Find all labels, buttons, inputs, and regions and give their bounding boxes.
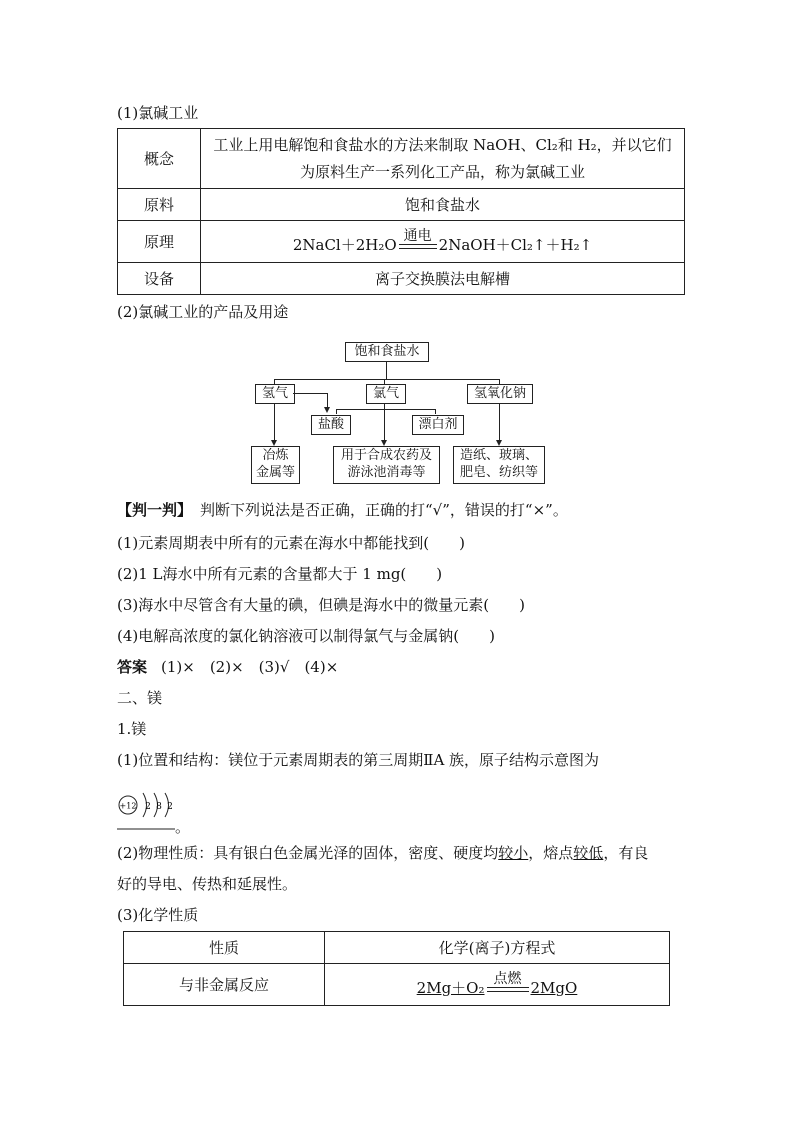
- answer-melting-point: 较低: [573, 844, 604, 862]
- use-line: 游泳池消毒等: [347, 465, 426, 480]
- table-row: [118, 189, 685, 221]
- equation-cell: [325, 964, 670, 1006]
- shell-2-electrons: 8: [156, 802, 162, 812]
- judge-instruction-line: [117, 500, 568, 520]
- condition-label: 点燃: [493, 971, 522, 987]
- mg-atom-structure-diagram: [117, 788, 179, 832]
- shell-3-electrons: 2: [167, 802, 173, 812]
- use-line: 冶炼: [262, 448, 289, 463]
- row-label: 设备: [118, 263, 201, 295]
- use-box-chlorine: [333, 446, 440, 484]
- judge-answer-line: [117, 657, 338, 677]
- physical-text: (2)物理性质：具有银白色金属光泽的固体，密度、硬度均: [117, 844, 499, 862]
- concept-line-1: 工业上用电解饱和食盐水的方法来制取 NaOH、Cl₂和 H₂，并以它们: [213, 135, 672, 154]
- position-structure-text: (1)位置和结构：镁位于元素周期表的第三周期ⅡA 族，原子结构示意图为: [117, 751, 600, 769]
- concept-line-2: 为原料生产一系列化工产品，称为氯碱工业: [299, 162, 585, 181]
- reaction-condition: [399, 228, 437, 255]
- physical-properties-line-2: 好的导电、传热和延展性。: [117, 875, 298, 893]
- equation-left: 2NaCl＋2H₂O: [292, 236, 397, 254]
- middle-box-bleach: 漂白剂: [412, 415, 464, 435]
- table-row: [118, 263, 685, 295]
- chemical-properties-table: [123, 931, 670, 1006]
- shell-1-electrons: 2: [145, 802, 151, 812]
- diagram-root-box: 饱和食盐水: [345, 342, 429, 362]
- reaction-condition: [487, 971, 529, 998]
- row-content: 离子交换膜法电解槽: [201, 263, 685, 295]
- answer-label: 答案: [117, 658, 148, 676]
- table-row: [118, 129, 685, 189]
- header-property: 性质: [124, 932, 325, 964]
- row-content: 饱和食盐水: [201, 189, 685, 221]
- product-box-naoh: 氢氧化钠: [467, 384, 533, 404]
- row-label: 概念: [118, 129, 201, 189]
- use-box-hydrogen: [251, 446, 300, 484]
- equation-right: 2NaOH＋Cl₂↑＋H₂↑: [438, 236, 593, 254]
- product-box-hydrogen: 氢气: [255, 384, 295, 404]
- use-line: 肥皂、纺织等: [459, 465, 538, 480]
- answer-density: 较小: [498, 844, 529, 862]
- use-line: 用于合成农药及: [340, 448, 432, 463]
- section-heading-products: (2)氯碱工业的产品及用途: [117, 303, 289, 321]
- header-equation: 化学(离子)方程式: [325, 932, 670, 964]
- physical-properties-line-1: [117, 843, 648, 863]
- table-header-row: [124, 932, 670, 964]
- double-bar: [399, 244, 437, 249]
- judge-item-2: (2)1 L海水中所有元素的含量都大于 1 mg( ): [117, 565, 443, 583]
- table-row: [124, 964, 670, 1006]
- condition-label: 通电: [403, 228, 432, 244]
- equation-right: 2MgO: [530, 979, 578, 997]
- row-label: 原料: [118, 189, 201, 221]
- judge-item-3: (3)海水中尽管含有大量的碘，但碘是海水中的微量元素( ): [117, 596, 525, 614]
- row-label: 原理: [118, 221, 201, 263]
- answer-text: (1)× (2)× (3)√ (4)×: [161, 658, 339, 676]
- equation-left: 2Mg＋O₂: [416, 979, 485, 997]
- row-content: [201, 221, 685, 263]
- section-title-magnesium: 二、镁: [117, 689, 163, 707]
- physical-text: ，有良: [603, 844, 649, 862]
- period-mark: 。: [175, 818, 191, 836]
- judge-item-1: (1)元素周期表中所有的元素在海水中都能找到( ): [117, 534, 465, 552]
- row-content: [201, 129, 685, 189]
- property-cell: 与非金属反应: [124, 964, 325, 1006]
- chemical-properties-heading: (3)化学性质: [117, 906, 199, 924]
- physical-text: ，熔点: [528, 844, 574, 862]
- double-bar: [487, 987, 529, 992]
- use-line: 金属等: [255, 465, 295, 480]
- subsection-title: 1.镁: [117, 720, 147, 738]
- judge-item-4: (4)电解高浓度的氯化钠溶液可以制得氯气与金属钠( ): [117, 627, 495, 645]
- use-line: 造纸、玻璃、: [459, 448, 538, 463]
- chlor-alkali-table: [117, 128, 685, 295]
- section-heading-chlor-alkali: (1)氯碱工业: [117, 104, 199, 122]
- table-row: [118, 221, 685, 263]
- use-box-naoh: [453, 446, 545, 484]
- judge-tag: 【判一判】: [117, 501, 193, 519]
- judge-instruction: 判断下列说法是否正确，正确的打“√”，错误的打“×”。: [200, 501, 568, 519]
- nucleus-charge: +12: [119, 801, 137, 811]
- product-box-chlorine: 氯气: [366, 384, 406, 404]
- middle-box-hcl: 盐酸: [311, 415, 351, 435]
